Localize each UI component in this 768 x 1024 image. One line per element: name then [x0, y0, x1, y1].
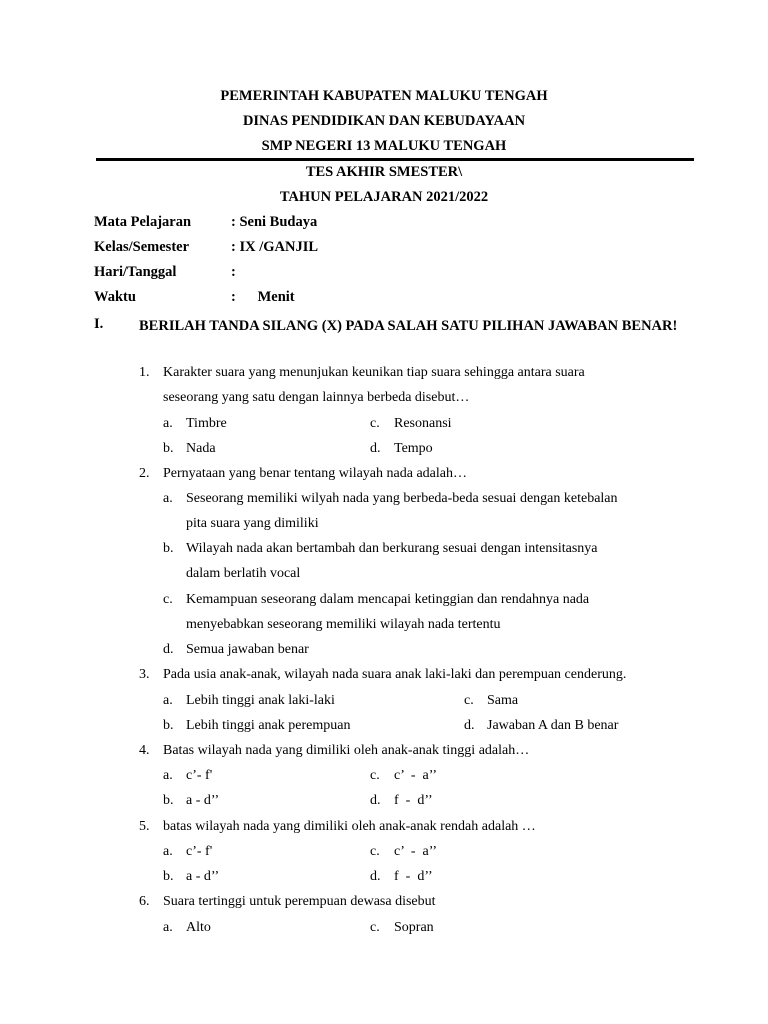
option-letter: a. — [163, 920, 173, 935]
academic-year: TAHUN PELAJARAN 2021/2022 — [279, 189, 489, 205]
info-value: : Seni Budaya — [231, 214, 318, 230]
info-label: Waktu — [94, 289, 136, 305]
option-text: c’- f' — [186, 768, 213, 783]
info-value: : IX /GANJIL — [231, 239, 319, 255]
question-number: 5. — [139, 819, 150, 834]
question-text: Suara tertinggi untuk perempuan dewasa disebut — [163, 894, 436, 909]
option-text: Jawaban A dan B benar — [487, 718, 619, 733]
info-label: Hari/Tanggal — [94, 264, 177, 280]
question-text: Karakter suara yang menunjukan keunikan tiap suara sehingga antara suara — [163, 365, 585, 380]
option-text: Resonansi — [394, 416, 452, 431]
option-letter: a. — [163, 416, 173, 431]
option-text: c’- f' — [186, 844, 213, 859]
exam-title: TES AKHIR SMESTER\ — [305, 164, 463, 180]
option-text: Kemampuan seseorang dalam mencapai ketinggian dan rendahnya nada — [186, 592, 590, 607]
option-text: Alto — [186, 920, 211, 935]
header-government: PEMERINTAH KABUPATEN MALUKU TENGAH — [220, 88, 548, 104]
option-letter: c. — [370, 920, 380, 935]
question-text: seseorang yang satu dengan lainnya berbeda disebut… — [163, 390, 470, 405]
question-text: Batas wilayah nada yang dimiliki oleh anak-anak tinggi adalah… — [163, 743, 530, 758]
question-number: 1. — [139, 365, 150, 380]
option-letter: d. — [370, 441, 381, 456]
header-divider — [96, 158, 694, 161]
option-text: Semua jawaban benar — [186, 642, 309, 657]
option-letter: a. — [163, 491, 173, 506]
option-text: Sama — [487, 693, 519, 708]
question-text: Pernyataan yang benar tentang wilayah nada adalah… — [163, 466, 467, 481]
option-text: f - d’’ — [394, 869, 433, 884]
option-letter: d. — [163, 642, 174, 657]
option-letter: c. — [163, 592, 173, 607]
section-title: BERILAH TANDA SILANG (X) PADA SALAH SATU PILIHAN JAWABAN BENAR! — [139, 318, 678, 334]
option-letter: b. — [163, 541, 174, 556]
option-text: a - d’’ — [186, 793, 220, 808]
question-number: 6. — [139, 894, 150, 909]
info-label: Kelas/Semester — [94, 239, 190, 255]
option-text: c’ - a’’ — [394, 768, 437, 783]
option-text: dalam berlatih vocal — [186, 566, 301, 581]
question-text: Pada usia anak-anak, wilayah nada suara anak laki-laki dan perempuan cenderung. — [163, 667, 627, 682]
option-letter: c. — [370, 416, 380, 431]
option-letter: b. — [163, 441, 174, 456]
option-text: Tempo — [394, 441, 433, 456]
option-letter: a. — [163, 844, 173, 859]
option-text: pita suara yang dimiliki — [186, 516, 319, 531]
option-letter: b. — [163, 793, 174, 808]
info-label: Mata Pelajaran — [94, 214, 192, 230]
info-value: : — [231, 264, 236, 280]
option-text: Timbre — [186, 416, 227, 431]
option-letter: d. — [464, 718, 475, 733]
option-letter: c. — [370, 844, 380, 859]
option-text: Lebih tinggi anak perempuan — [186, 718, 351, 733]
option-text: Nada — [186, 441, 216, 456]
question-number: 4. — [139, 743, 150, 758]
section-number: I. — [94, 316, 104, 332]
option-text: Lebih tinggi anak laki-laki — [186, 693, 335, 708]
option-letter: b. — [163, 718, 174, 733]
option-letter: a. — [163, 693, 173, 708]
option-text: menyebabkan seseorang memiliki wilayah nada tertentu — [186, 617, 501, 632]
option-text: f - d’’ — [394, 793, 433, 808]
option-text: Seseorang memiliki wilyah nada yang berbeda-beda sesuai dengan ketebalan — [186, 491, 618, 506]
option-text: Wilayah nada akan bertambah dan berkurang sesuai dengan intensitasnya — [186, 541, 598, 556]
info-value: : Menit — [231, 289, 295, 305]
option-letter: a. — [163, 768, 173, 783]
option-letter: b. — [163, 869, 174, 884]
option-text: Sopran — [394, 920, 434, 935]
header-school: SMP NEGERI 13 MALUKU TENGAH — [261, 138, 507, 154]
option-text: a - d’’ — [186, 869, 220, 884]
option-letter: d. — [370, 793, 381, 808]
question-number: 3. — [139, 667, 150, 682]
option-letter: c. — [464, 693, 474, 708]
option-letter: c. — [370, 768, 380, 783]
option-text: c’ - a’’ — [394, 844, 437, 859]
header-department: DINAS PENDIDIKAN DAN KEBUDAYAAN — [242, 113, 526, 129]
option-letter: d. — [370, 869, 381, 884]
question-number: 2. — [139, 466, 150, 481]
question-text: batas wilayah nada yang dimiliki oleh anak-anak rendah adalah … — [163, 819, 536, 834]
